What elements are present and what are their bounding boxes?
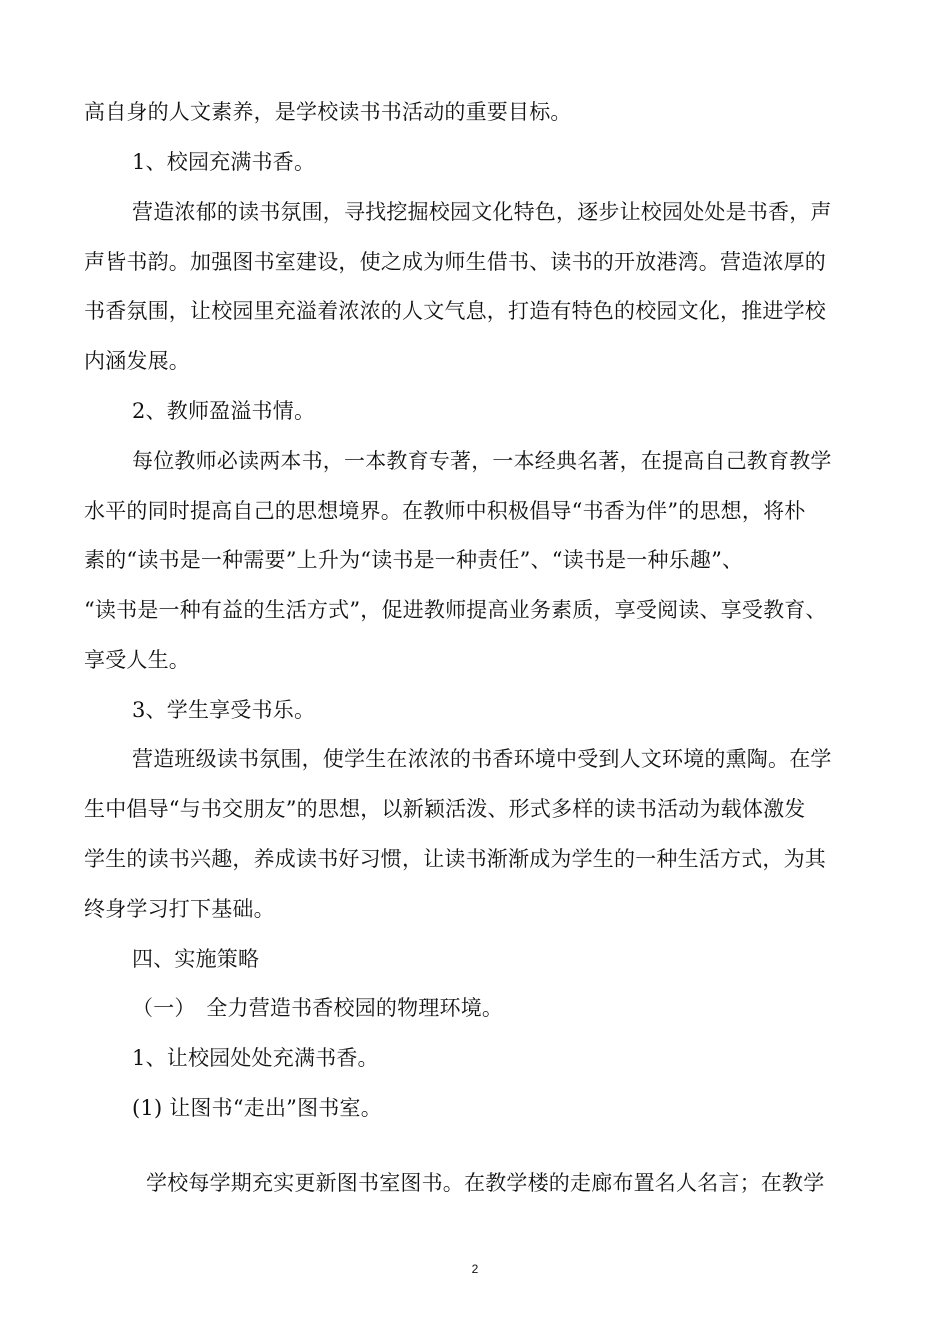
text-line: 书香氛围，让校园里充溢着浓浓的人文气息，打造有特色的校园文化，推进学校 [84,299,826,323]
section-heading: 2、教师盈溢书情。 [132,399,316,423]
text-line: 终身学习打下基础。 [84,897,275,921]
text-line: “读书是一种有益的生活方式”，促进教师提高业务素质，享受阅读、享受教育、 [84,598,827,622]
text-line: 营造班级读书氛围，使学生在浓浓的书香环境中受到人文环境的熏陶。在学 [132,747,832,771]
section-heading: 四、实施策略 [132,947,260,971]
text-line: 营造浓郁的读书氛围，寻找挖掘校园文化特色，逐步让校园处处是书香，声 [132,200,832,224]
text-line: 生中倡导“与书交朋友”的思想，以新颖活泼、形式多样的读书活动为载体激发 [84,797,806,821]
text-line: 每位教师必读两本书，一本教育专著，一本经典名著，在提高自己教育教学 [132,449,832,473]
text-line: 学生的读书兴趣，养成读书好习惯，让读书渐渐成为学生的一种生活方式，为其 [84,847,826,871]
section-heading: 3、学生享受书乐。 [132,698,316,722]
subsection-heading: (1) 让图书“走出”图书室。 [132,1096,382,1120]
section-heading: 1、让校园处处充满书香。 [132,1046,379,1070]
text-line: 学校每学期充实更新图书室图书。在教学楼的走廊布置名人名言；在教学 [146,1171,825,1195]
text-line: 内涵发展。 [84,349,190,373]
section-heading: 1、校园充满书香。 [132,150,316,174]
text-line: 水平的同时提高自己的思想境界。在教师中积极倡导“书香为伴”的思想，将朴 [84,499,806,523]
page-number: 2 [471,1262,479,1276]
text-line: 享受人生。 [84,648,190,672]
text-line: 高自身的人文素养，是学校读书书活动的重要目标。 [84,100,572,124]
subsection-heading: （一） 全力营造书香校园的物理环境。 [132,996,504,1020]
text-line: 素的“读书是一种需要”上升为“读书是一种责任”、“读书是一种乐趣”、 [84,548,744,572]
text-line: 声皆书韵。加强图书室建设，使之成为师生借书、读书的开放港湾。营造浓厚的 [84,250,826,274]
